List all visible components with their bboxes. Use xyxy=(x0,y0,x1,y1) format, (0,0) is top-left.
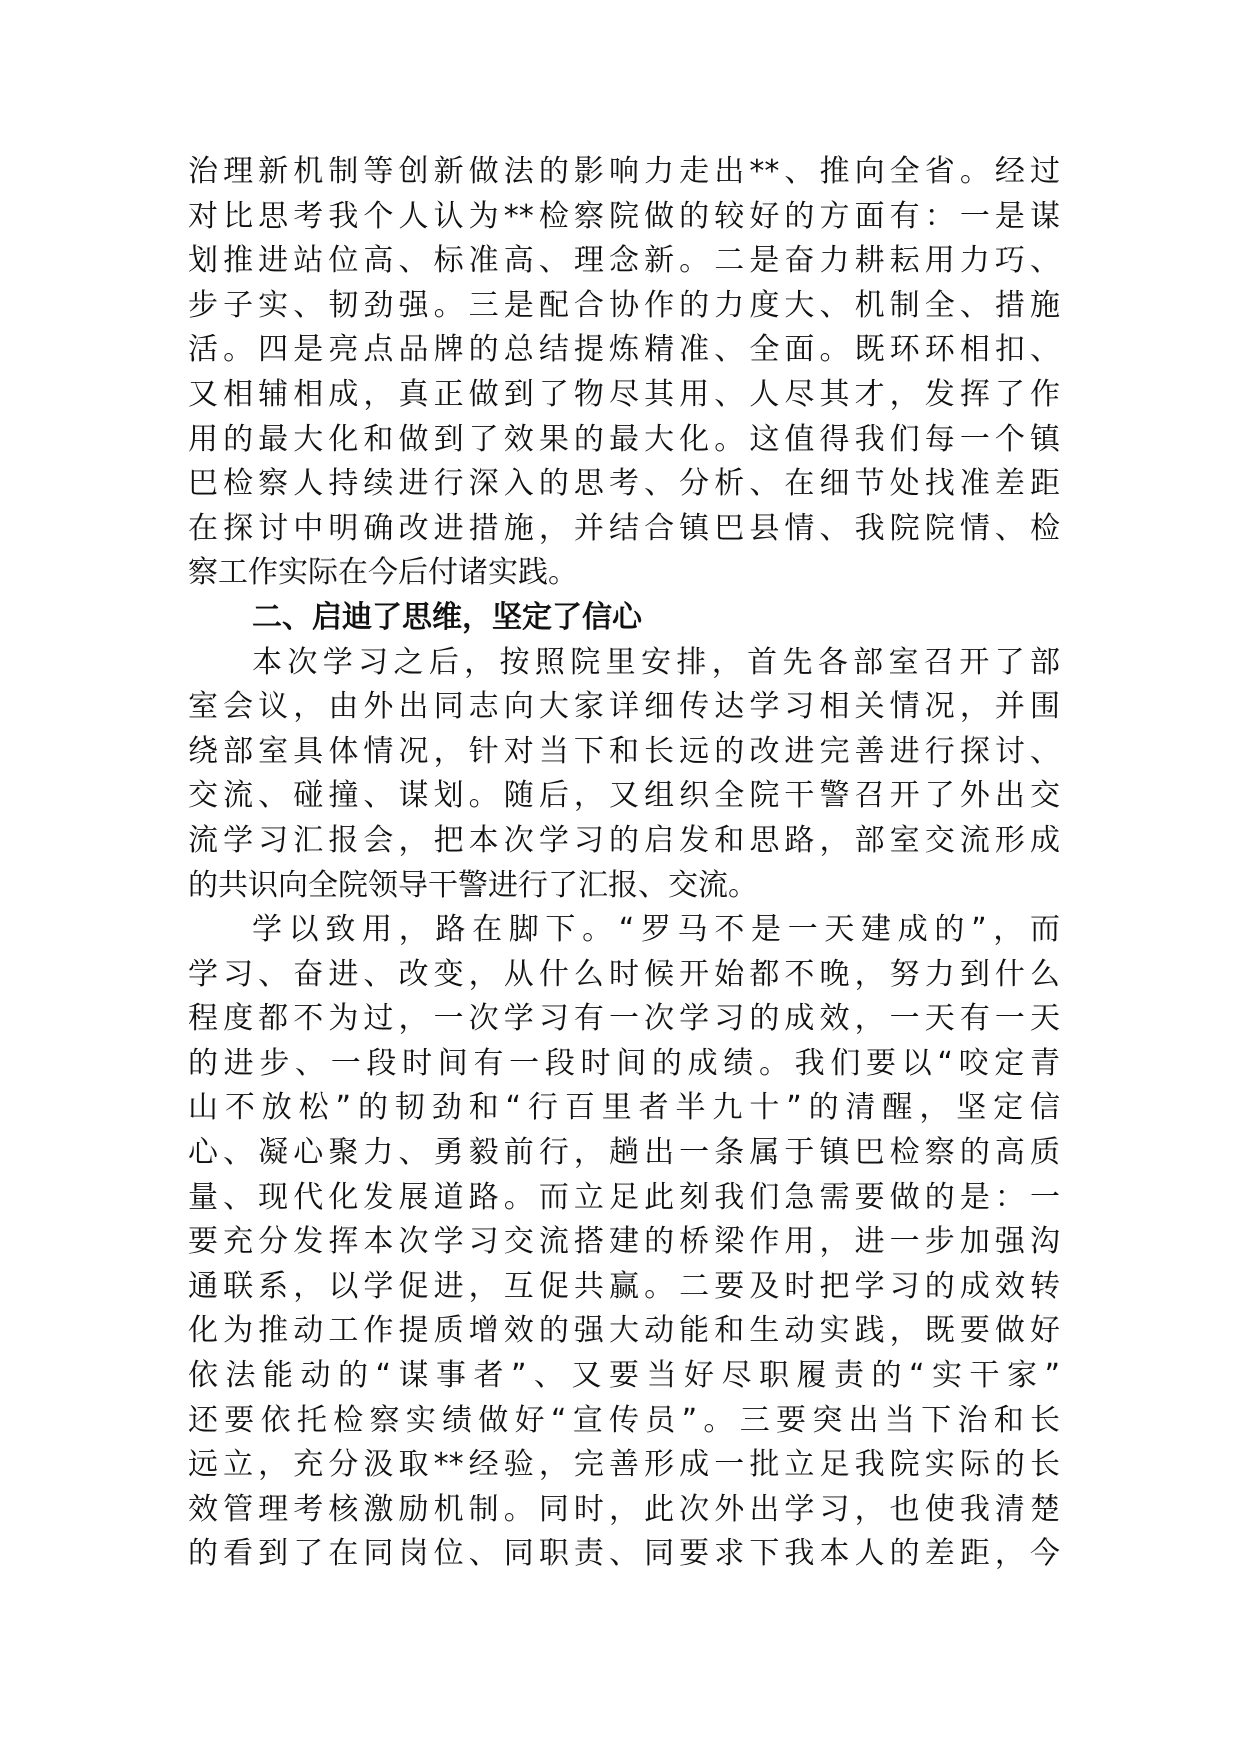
text-line: 又相辅相成，真正做到了物尽其用、人尽其才，发挥了作 xyxy=(188,376,1060,412)
text-line: 依法能动的“谋事者”、又要当好尽职履责的“实干家” xyxy=(188,1358,1060,1394)
text-line: 活。四是亮点品牌的总结提炼精准、全面。既环环相扣、 xyxy=(188,332,1060,368)
text-line: 的看到了在同岗位、同职责、同要求下我本人的差距，今 xyxy=(188,1536,1060,1572)
text-line: 绕部室具体情况，针对当下和长远的改进完善进行探讨、 xyxy=(188,733,1060,769)
text-line: 划推进站位高、标准高、理念新。二是奋力耕耘用力巧、 xyxy=(188,243,1060,279)
text-line: 室会议，由外出同志向大家详细传达学习相关情况，并围 xyxy=(188,689,1060,725)
text-line: 步子实、韧劲强。三是配合协作的力度大、机制全、措施 xyxy=(188,287,1060,323)
text-line: 对比思考我个人认为**检察院做的较好的方面有：一是谋 xyxy=(188,198,1060,234)
text-line: 程度都不为过，一次学习有一次学习的成效，一天有一天 xyxy=(188,1001,1060,1037)
text-line: 化为推动工作提质增效的强大动能和生动实践，既要做好 xyxy=(188,1313,1060,1349)
text-line: 的进步、一段时间有一段时间的成绩。我们要以“咬定青 xyxy=(188,1045,1060,1081)
text-line: 交流、碰撞、谋划。随后，又组织全院干警召开了外出交 xyxy=(188,778,1060,814)
text-line: 巴检察人持续进行深入的思考、分析、在细节处找准差距 xyxy=(188,466,1060,502)
text-line: 山不放松”的韧劲和“行百里者半九十”的清醒，坚定信 xyxy=(188,1090,1060,1126)
text-line: 要充分发挥本次学习交流搭建的桥梁作用，进一步加强沟 xyxy=(188,1224,1060,1260)
text-line: 量、现代化发展道路。而立足此刻我们急需要做的是：一 xyxy=(188,1179,1060,1215)
section-heading: 二、启迪了思维，坚定了信心 xyxy=(252,599,642,635)
paragraph-first-line: 学以致用，路在脚下。“罗马不是一天建成的”，而 xyxy=(252,912,1060,948)
text-line: 用的最大化和做到了效果的最大化。这值得我们每一个镇 xyxy=(188,421,1060,457)
paragraph-last-line: 的共识向全院领导干警进行了汇报、交流。 xyxy=(188,867,758,903)
paragraph-first-line: 本次学习之后，按照院里安排，首先各部室召开了部 xyxy=(252,644,1060,680)
text-line: 远立，充分汲取**经验，完善形成一批立足我院实际的长 xyxy=(188,1447,1060,1483)
text-line: 学习、奋进、改变，从什么时候开始都不晚，努力到什么 xyxy=(188,956,1060,992)
document-body xyxy=(188,150,1060,1577)
text-line: 在探讨中明确改进措施，并结合镇巴县情、我院院情、检 xyxy=(188,510,1060,546)
text-line: 通联系，以学促进，互促共赢。二要及时把学习的成效转 xyxy=(188,1268,1060,1304)
text-line: 心、凝心聚力、勇毅前行，趟出一条属于镇巴检察的高质 xyxy=(188,1135,1060,1171)
text-line: 流学习汇报会，把本次学习的启发和思路，部室交流形成 xyxy=(188,822,1060,858)
paragraph-last-line: 察工作实际在今后付诸实践。 xyxy=(188,555,578,591)
text-line: 治理新机制等创新做法的影响力走出**、推向全省。经过 xyxy=(188,154,1060,189)
text-line: 还要依托检察实绩做好“宣传员”。三要突出当下治和长 xyxy=(188,1402,1060,1438)
text-line: 效管理考核激励机制。同时，此次外出学习，也使我清楚 xyxy=(188,1491,1060,1527)
